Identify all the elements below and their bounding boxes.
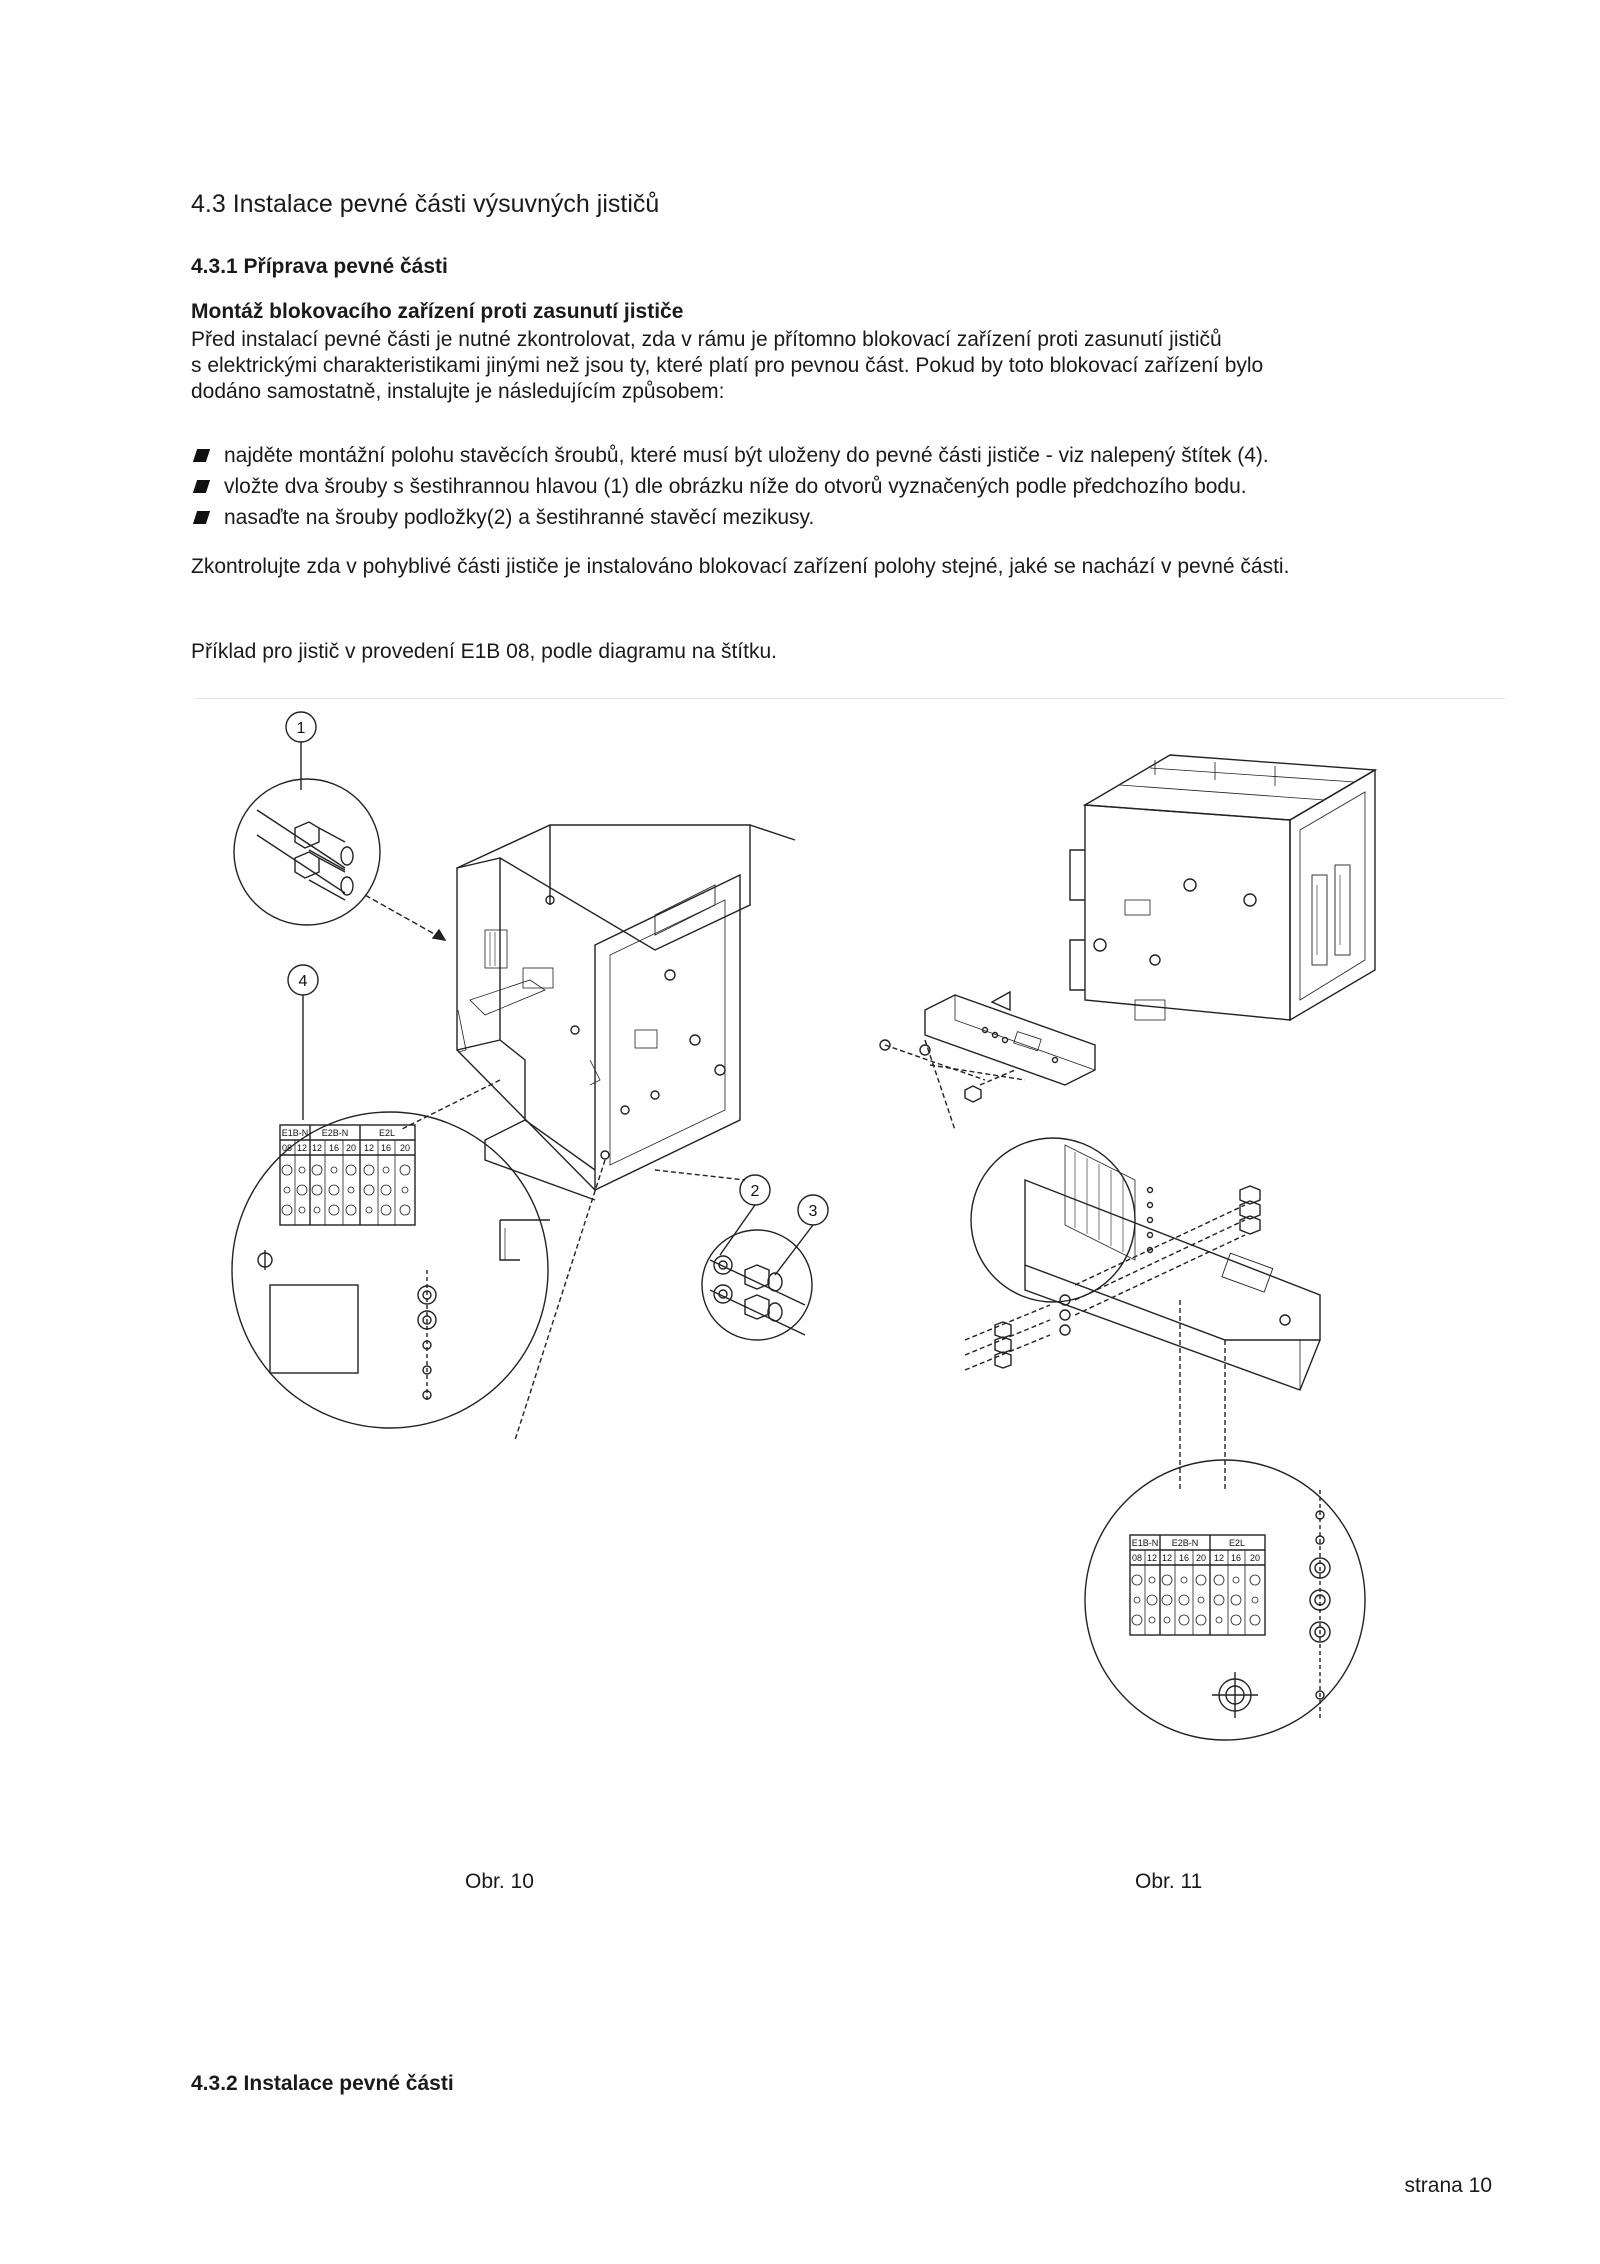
svg-text:08: 08 xyxy=(281,1143,293,1153)
svg-text:12: 12 xyxy=(311,1143,323,1153)
label-detail-circle-left xyxy=(232,1112,550,1428)
svg-text:3: 3 xyxy=(808,1203,818,1220)
svg-text:E2B-N: E2B-N xyxy=(321,1128,349,1138)
example-paragraph: Příklad pro jistič v provedení E1B 08, podle diagramu na štítku. xyxy=(191,640,777,663)
step-text: vložte dva šrouby s šestihrannou hlavou (1) dle obrázku níže do otvorů vyznačených podle předchozího bodu. xyxy=(224,475,1247,498)
paragraph-line: dodáno samostatně, instalujte je následujícím způsobem: xyxy=(191,380,725,403)
svg-text:16: 16 xyxy=(1178,1553,1190,1563)
washer-spacer-detail xyxy=(702,1230,812,1340)
svg-text:E2B-N: E2B-N xyxy=(1171,1538,1199,1548)
interlock-plate xyxy=(925,992,1095,1085)
coding-label-right xyxy=(1130,1535,1265,1635)
callout-1 xyxy=(286,712,316,790)
figure-caption-left: Obr. 10 xyxy=(465,1870,534,1893)
paragraph-line: s elektrickými charakteristikami jinými než jsou ty, které platí pro pevnou část. Pokud by toto blokovací zařízení bylo xyxy=(191,354,1264,377)
svg-text:16: 16 xyxy=(1230,1553,1242,1563)
svg-text:20: 20 xyxy=(345,1143,357,1153)
bullet-square-icon xyxy=(193,511,210,524)
fixed-part-frame xyxy=(457,825,795,1200)
svg-text:12: 12 xyxy=(1146,1553,1158,1563)
svg-text:20: 20 xyxy=(1249,1553,1261,1563)
mounting-heading: Montáž blokovacího zařízení proti zasunutí jističe xyxy=(191,300,684,323)
svg-text:16: 16 xyxy=(328,1143,340,1153)
technical-drawing xyxy=(195,700,1505,1830)
bullet-square-icon xyxy=(193,480,210,493)
svg-text:12: 12 xyxy=(296,1143,308,1153)
svg-text:20: 20 xyxy=(399,1143,411,1153)
svg-text:20: 20 xyxy=(1195,1553,1207,1563)
svg-text:E1B-N: E1B-N xyxy=(281,1128,309,1138)
svg-text:12: 12 xyxy=(363,1143,375,1153)
list-item xyxy=(193,502,1269,533)
list-item xyxy=(193,440,1269,471)
svg-text:E2L: E2L xyxy=(1228,1538,1246,1548)
callout-2 xyxy=(720,1175,770,1255)
mounting-paragraph xyxy=(191,327,1521,405)
interlock-plate-enlarged xyxy=(971,1138,1320,1390)
svg-text:16: 16 xyxy=(380,1143,392,1153)
label-detail-circle-right xyxy=(1085,1460,1365,1740)
moving-part-breaker xyxy=(1070,755,1375,1020)
step-text: najděte montážní polohu stavěcích šroubů, které musí být uloženy do pevné části jističe - viz nalepený štítek (4). xyxy=(224,444,1269,467)
subsection-title-2: 4.3.2 Instalace pevné části xyxy=(191,2072,454,2095)
svg-text:12: 12 xyxy=(1161,1553,1173,1563)
page-number: strana 10 xyxy=(1404,2174,1492,2197)
callout-4 xyxy=(288,965,318,1120)
list-item xyxy=(193,471,1269,502)
bullet-square-icon xyxy=(193,449,210,462)
divider xyxy=(195,698,1505,699)
svg-text:4: 4 xyxy=(298,973,308,990)
svg-text:E1B-N: E1B-N xyxy=(1131,1538,1159,1548)
check-paragraph: Zkontrolujte zda v pohyblivé části jističe je instalováno blokovací zařízení polohy stejné, jaké se nachází v pevné části. xyxy=(191,555,1290,578)
screw-detail-circle xyxy=(234,779,380,925)
step-list xyxy=(193,440,1269,533)
step-text: nasaďte na šrouby podložky(2) a šestihranné stavěcí mezikusy. xyxy=(224,506,815,529)
callout-3 xyxy=(775,1195,828,1275)
svg-text:2: 2 xyxy=(750,1183,760,1200)
subsection-title: 4.3.1 Příprava pevné části xyxy=(191,255,448,278)
figure-caption-right: Obr. 11 xyxy=(1135,1870,1203,1893)
paragraph-line: Před instalací pevné části je nutné zkontrolovat, zda v rámu je přítomno blokovací zařízení proti zasunutí jističů xyxy=(191,328,1222,351)
svg-text:08: 08 xyxy=(1131,1553,1143,1563)
svg-text:E2L: E2L xyxy=(378,1128,396,1138)
coding-label-left xyxy=(280,1125,415,1225)
svg-text:12: 12 xyxy=(1213,1553,1225,1563)
svg-text:1: 1 xyxy=(296,720,306,737)
section-title: 4.3 Instalace pevné části výsuvných jističů xyxy=(191,190,660,218)
